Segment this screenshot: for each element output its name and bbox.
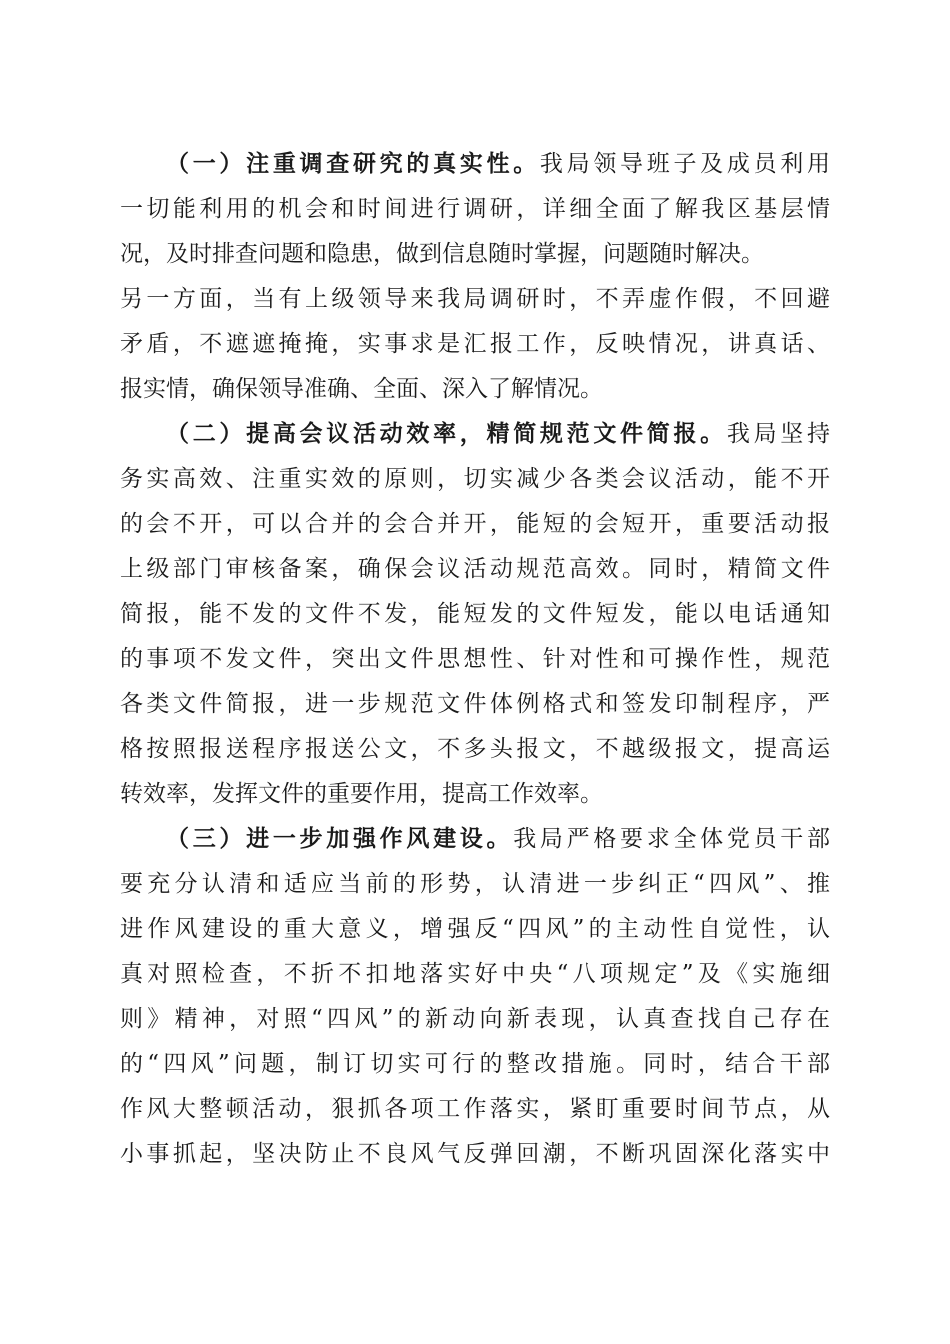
paragraph-line: 各类文件简报，进一步规范文件体例格式和签发印制程序，严 (120, 691, 830, 717)
paragraph-line: 进作风建设的重大意义，增强反“四风”的主动性自觉性，认 (120, 916, 830, 942)
document-body (120, 142, 830, 1177)
paragraph-line: 要充分认清和适应当前的形势，认清进一步纠正“四风”、推 (120, 871, 830, 897)
paragraph-line: 的事项不发文件，突出文件思想性、针对性和可操作性，规范 (120, 646, 830, 672)
paragraph-line: 报实情，确保领导准确、全面、深入了解情况。 (120, 376, 603, 402)
section-3 (120, 817, 830, 1177)
paragraph-line: 简报，能不发的文件不发，能短发的文件短发，能以电话通知 (120, 601, 830, 627)
paragraph-text: 我局领导班子及成员利用 (539, 151, 831, 177)
paragraph-line (120, 817, 830, 862)
paragraph-line: 则》精神，对照“四风”的新动向新表现，认真查找自己存在 (120, 1006, 830, 1032)
paragraph-line: 况，及时排查问题和隐患，做到信息随时掌握，问题随时解决。 (120, 241, 764, 267)
paragraph-line: 的会不开，可以合并的会合并开，能短的会短开，重要活动报 (120, 511, 830, 537)
section-heading: （二）提高会议活动效率，精简规范文件简报。 (166, 421, 727, 447)
paragraph-line: 务实高效、注重实效的原则，切实减少各类会议活动，能不开 (120, 466, 830, 492)
paragraph-text: 我局严格要求全体党员干部 (513, 826, 831, 852)
paragraph-line: 作风大整顿活动，狠抓各项工作落实，紧盯重要时间节点，从 (120, 1096, 830, 1122)
paragraph-line: 的“四风”问题，制订切实可行的整改措施。同时，结合干部 (120, 1051, 830, 1077)
paragraph-line: 上级部门审核备案，确保会议活动规范高效。同时，精简文件 (120, 556, 830, 582)
paragraph-line (120, 412, 830, 457)
section-2 (120, 412, 830, 817)
section-1 (120, 142, 830, 412)
section-heading: （一）注重调查研究的真实性。 (166, 151, 540, 177)
paragraph-line: 真对照检查，不折不扣地落实好中央“八项规定”及《实施细 (120, 961, 830, 987)
paragraph-line: 一切能利用的机会和时间进行调研，详细全面了解我区基层情 (120, 196, 830, 222)
paragraph-line (120, 142, 830, 187)
paragraph-line: 小事抓起，坚决防止不良风气反弹回潮，不断巩固深化落实中 (120, 1141, 830, 1167)
paragraph-text: 我局坚持 (726, 421, 831, 447)
paragraph-line: 转效率，发挥文件的重要作用，提高工作效率。 (120, 781, 603, 807)
paragraph-line: 格按照报送程序报送公文，不多头报文，不越级报文，提高运 (120, 736, 830, 762)
paragraph-line: 矛盾，不遮遮掩掩，实事求是汇报工作，反映情况，讲真话、 (120, 331, 830, 357)
paragraph-line: 另一方面，当有上级领导来我局调研时，不弄虚作假，不回避 (120, 286, 830, 312)
section-heading: （三）进一步加强作风建设。 (166, 826, 514, 852)
